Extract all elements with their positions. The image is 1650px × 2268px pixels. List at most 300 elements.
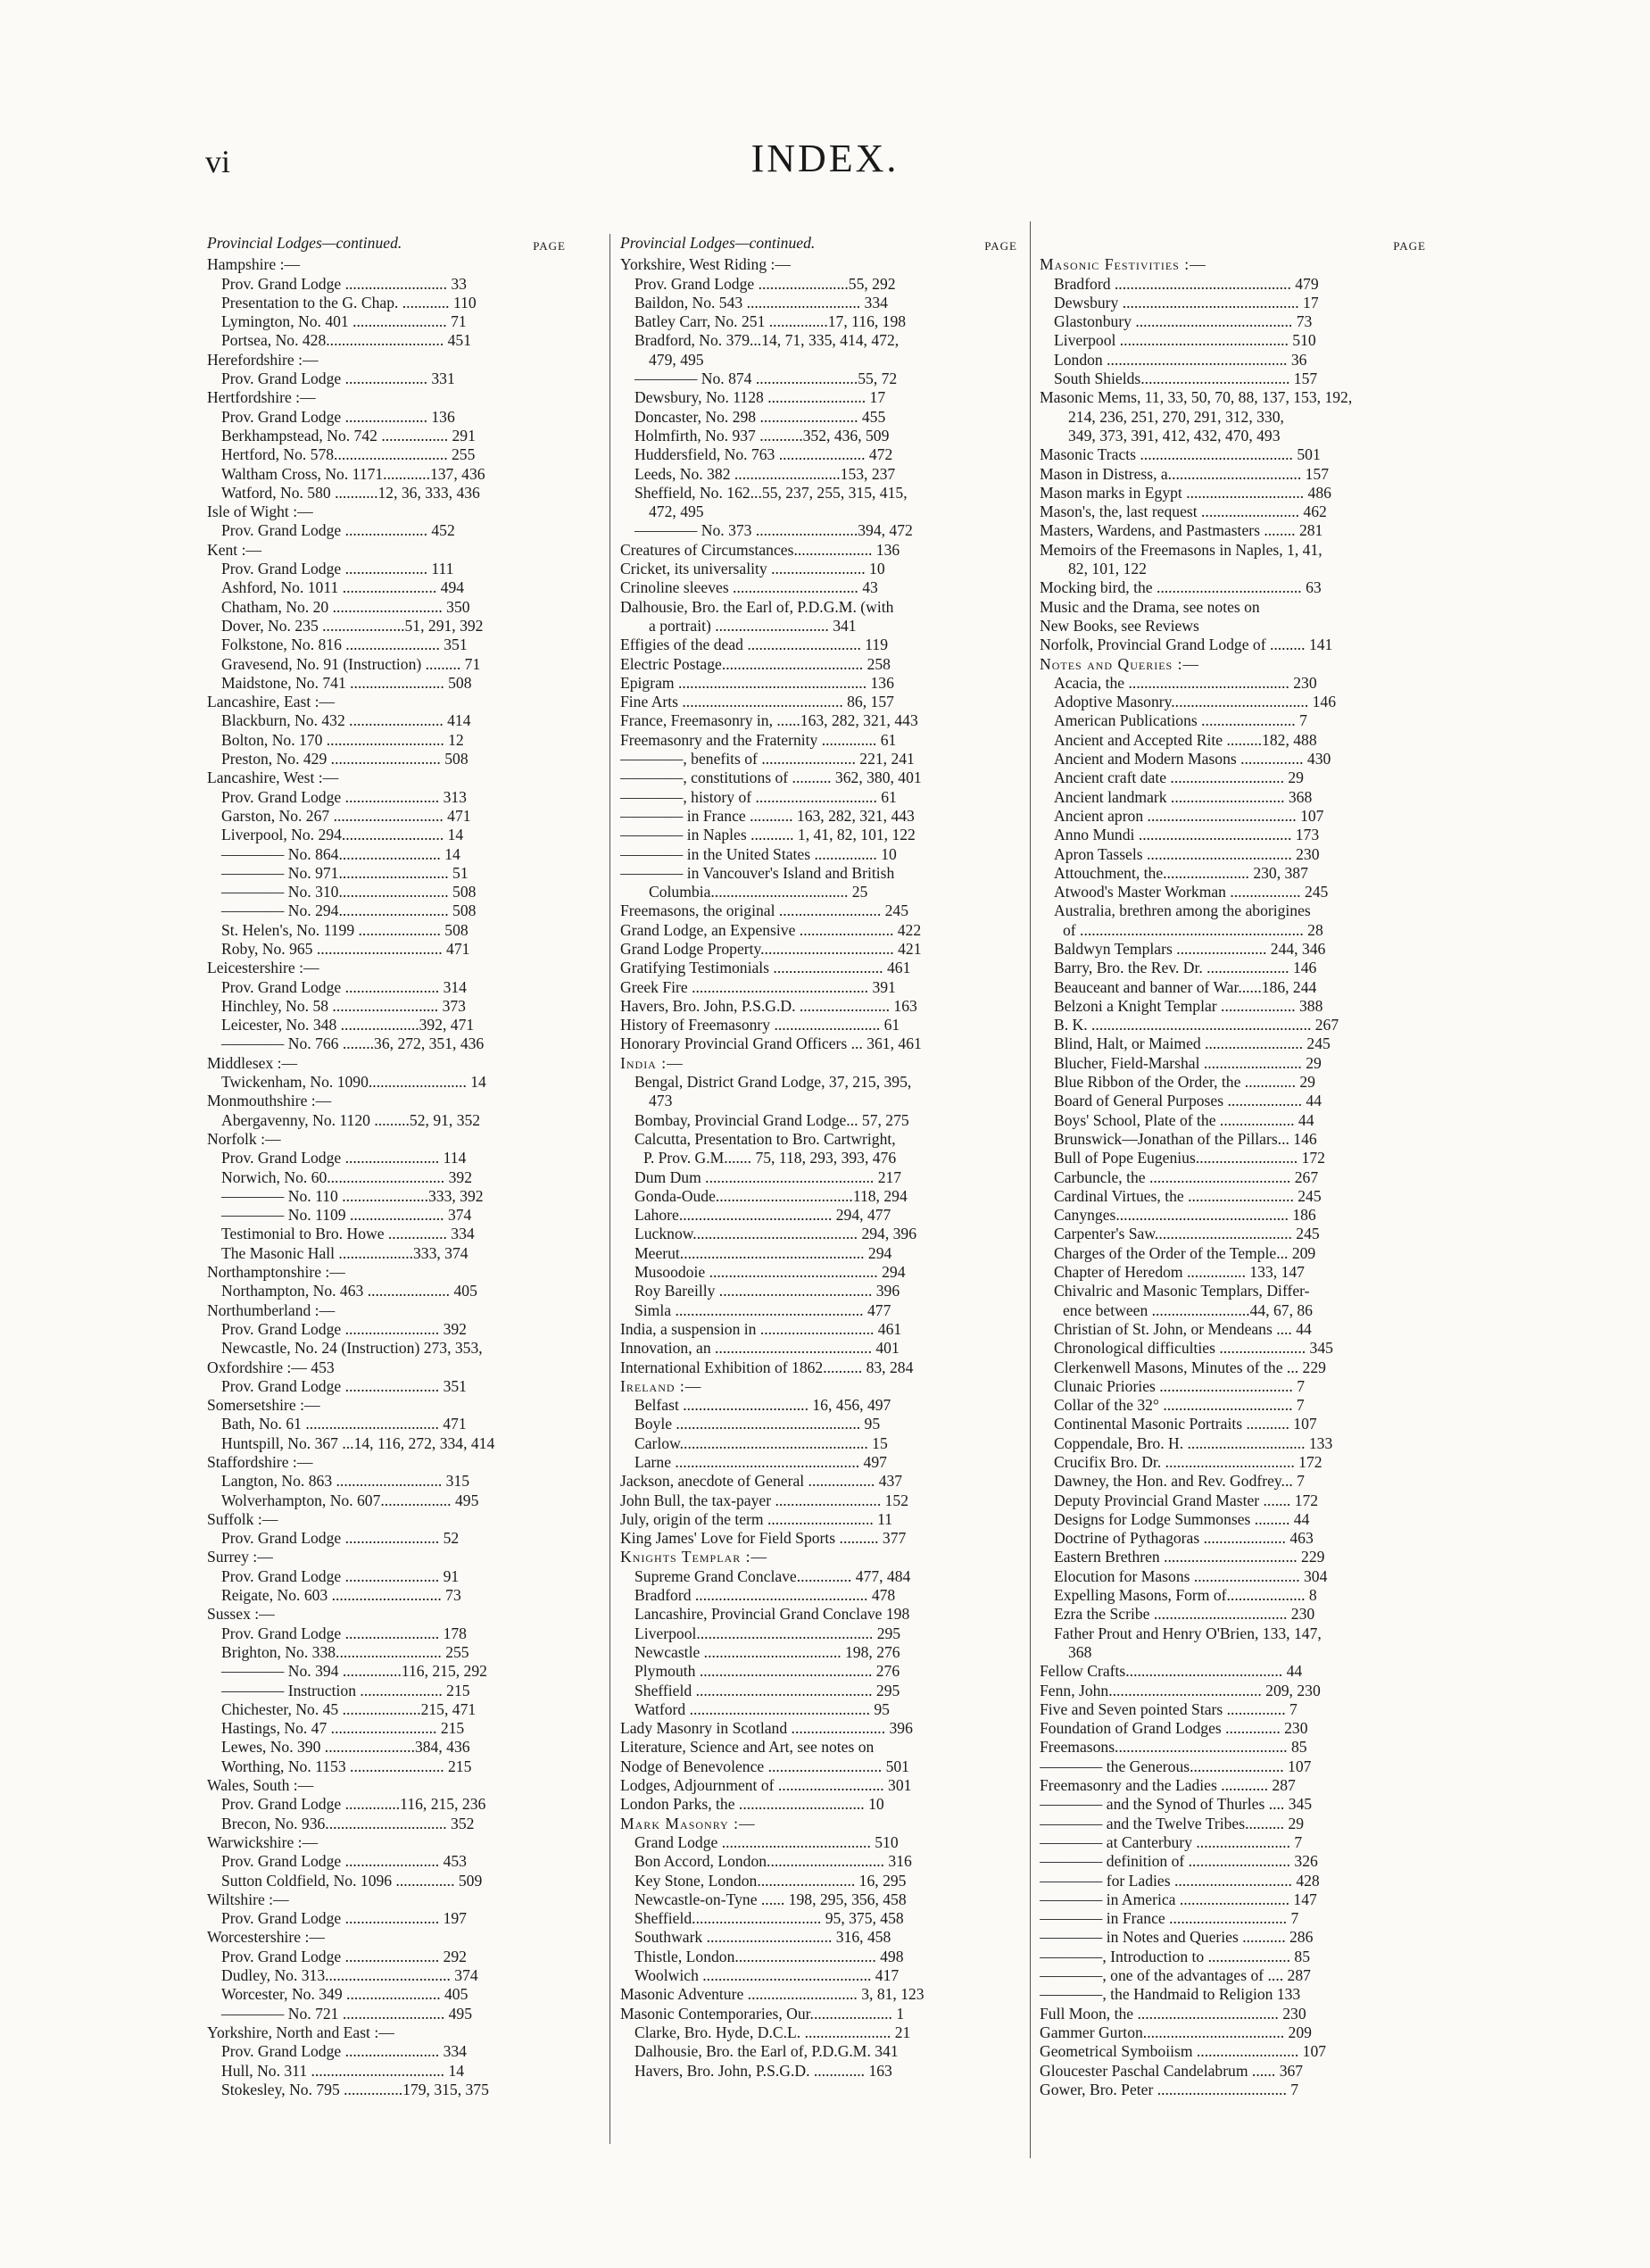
index-entry: Herefordshire :— [207, 350, 319, 369]
index-entry: 349, 373, 391, 412, 432, 470, 493 [1068, 426, 1281, 444]
index-entry: Bull of Pope Eugenius.......................... 172 [1054, 1149, 1325, 1167]
index-entry: Brunswick—Jonathan of the Pillars... 146 [1054, 1129, 1317, 1148]
page-title: INDEX. [750, 137, 900, 180]
index-entry: Masonic Adventure ............................ 3, 81, 123 [620, 1985, 924, 2004]
index-entry: Supreme Grand Conclave.............. 477, 484 [634, 1566, 911, 1585]
index-entry: Lady Masonry in Scotland ........................ 396 [620, 1719, 913, 1738]
index-entry: ———— No. 110 ......................333, 392 [221, 1186, 484, 1205]
index-entry: Ancient and Modern Masons ................ 430 [1054, 750, 1331, 768]
index-entry: Elocution for Masons ........................... 304 [1054, 1566, 1328, 1585]
index-entry: ———— in the United States ................ 10 [620, 844, 897, 863]
index-entry: Staffordshire :— [207, 1453, 313, 1471]
index-entry: Dalhousie, Bro. the Earl of, P.D.G.M. (with [620, 597, 894, 616]
index-entry: Abergavenny, No. 1120 .........52, 91, 352 [221, 1110, 481, 1129]
index-entry: Apron Tassels ..................................... 230 [1054, 844, 1320, 863]
index-entry: Thistle, London.................................... 498 [634, 1947, 904, 1965]
index-entry: Gloucester Paschal Candelabrum ...... 367 [1040, 2061, 1304, 2080]
index-entry: Somersetshire :— [207, 1396, 320, 1415]
index-entry: ————, the Handmaid to Religion 133 [1040, 1985, 1301, 2004]
index-entry: Adoptive Masonry................................... 146 [1054, 693, 1337, 711]
index-entries [207, 255, 566, 2099]
index-entry: Belzoni a Knight Templar ................... 388 [1054, 996, 1323, 1015]
index-entry: Literature, Science and Art, see notes on [620, 1738, 875, 1757]
index-entry: Masonic Festivities :— [1040, 255, 1206, 274]
index-entry: India :— [620, 1053, 684, 1072]
index-entry: Roy Bareilly ....................................... 396 [634, 1282, 900, 1300]
index-entry: Sheffield ............................................. 295 [634, 1681, 900, 1699]
index-entry: Boys' School, Plate of the ................... 44 [1054, 1110, 1314, 1129]
index-entry: Prov. Grand Lodge .......................55, 292 [634, 274, 896, 293]
column-divider [1030, 221, 1031, 2158]
index-entry: Leeds, No. 382 ...........................153, 237 [634, 464, 896, 483]
index-entry: Music and the Drama, see notes on [1040, 597, 1260, 616]
index-entry: Cardinal Virtues, the ........................... 245 [1054, 1186, 1322, 1205]
index-entry: Mason's, the, last request ......................... 462 [1040, 503, 1327, 521]
index-entry: Blind, Halt, or Maimed ......................... 245 [1054, 1034, 1331, 1053]
index-entry: Dudley, No. 313................................ 374 [221, 1966, 478, 1985]
index-entry: South Shields...................................... 157 [1054, 370, 1318, 388]
index-entry: Roby, No. 965 ................................ 471 [221, 939, 470, 958]
index-entry: Watford, No. 580 ...........12, 36, 333, 436 [221, 483, 480, 502]
index-entry: Bath, No. 61 .................................. 471 [221, 1415, 467, 1433]
column-header [620, 234, 1017, 255]
index-entry: Monmouthshire :— [207, 1092, 332, 1110]
index-entry: Chapter of Heredom ............... 133, 147 [1054, 1263, 1305, 1282]
index-entry: Prov. Grand Lodge ........................ 178 [221, 1624, 467, 1642]
page-number: vi [205, 144, 231, 179]
index-entry: Newcastle ................................... 198, 276 [634, 1642, 900, 1661]
index-entry: Yorkshire, North and East :— [207, 2023, 394, 2041]
index-entry: Ancient landmark ............................. 368 [1054, 787, 1313, 806]
index-entry: Ancient apron ...................................... 107 [1054, 806, 1324, 825]
index-entry: Full Moon, the .................................... 230 [1040, 2004, 1306, 2023]
index-entry: Leicestershire :— [207, 959, 319, 977]
index-entry: Blucher, Field-Marshal ......................... 29 [1054, 1053, 1322, 1072]
index-entry: Father Prout and Henry O'Brien, 133, 147, [1054, 1624, 1322, 1642]
index-entry: Epigram ................................................ 136 [620, 673, 894, 692]
index-entry: 472, 495 [649, 503, 704, 521]
index-entry: International Exhibition of 1862.......... 83, 284 [620, 1358, 914, 1376]
index-entry: Crucifix Bro. Dr. ................................. 172 [1054, 1453, 1322, 1471]
index-entry: Reigate, No. 603 ............................ 73 [221, 1586, 461, 1605]
index-entry: Langton, No. 863 ........................... 315 [221, 1472, 470, 1491]
index-entry: New Books, see Reviews [1040, 616, 1199, 635]
index-entry: Plymouth ............................................ 276 [634, 1662, 900, 1681]
index-entries [620, 255, 1017, 2081]
index-entry: ———— No. 373 ..........................394, 472 [634, 521, 913, 540]
page-column-label: PAGE [984, 239, 1017, 253]
index-entry: France, Freemasonry in, ......163, 282, 321, 443 [620, 711, 918, 730]
index-entry: ———— No. 766 ........36, 272, 351, 436 [221, 1034, 485, 1053]
index-entry: Fine Arts ......................................... 86, 157 [620, 693, 894, 711]
index-entry: ————, benefits of ........................ 221, 241 [620, 750, 915, 768]
index-entry: Canynges............................................ 186 [1054, 1206, 1316, 1225]
index-entry: ———— No. 394 ...............116, 215, 292 [221, 1662, 487, 1681]
index-entry: Wales, South :— [207, 1776, 314, 1795]
index-entry: Sheffield................................. 95, 375, 458 [634, 1909, 904, 1928]
index-entry: Effigies of the dead ............................. 119 [620, 636, 889, 654]
index-entry: Grand Lodge ...................................... 510 [634, 1832, 899, 1851]
index-entry: Notes and Queries :— [1040, 654, 1200, 673]
index-entry: Doctrine of Pythagoras ..................... 463 [1054, 1529, 1314, 1548]
index-entry: Innovation, an ........................................ 401 [620, 1339, 900, 1358]
index-entry: Prov. Grand Lodge ........................ 453 [221, 1852, 467, 1871]
index-entry: Hampshire :— [207, 255, 301, 274]
index-entry: Attouchment, the...................... 230, 387 [1054, 863, 1308, 882]
index-entry: Masonic Contemporaries, Our..................... 1 [620, 2004, 905, 2023]
column-header [207, 234, 566, 255]
index-entry: Bradford, No. 379...14, 71, 335, 414, 472, [634, 331, 900, 350]
index-column-3 [1040, 234, 1426, 2099]
index-entry: ———— in Vancouver's Island and British [620, 863, 895, 882]
index-entry: Lancashire, East :— [207, 693, 336, 711]
index-entry: Worcestershire :— [207, 1928, 325, 1947]
index-entry: Liverpool, No. 294.......................... 14 [221, 826, 464, 844]
index-entry: Board of General Purposes ................... 44 [1054, 1092, 1322, 1110]
index-column-1 [207, 234, 566, 2099]
index-entry: Dewsbury, No. 1128 ......................... 17 [634, 388, 886, 407]
index-entry: Ancient craft date ............................. 29 [1054, 768, 1304, 787]
index-entry: Ashford, No. 1011 ........................ 494 [221, 578, 465, 597]
index-entry: ————, Introduction to ..................... 85 [1040, 1947, 1310, 1965]
index-entry: Prov. Grand Lodge ........................ 334 [221, 2042, 467, 2061]
index-entry: Memoirs of the Freemasons in Naples, 1, 41, [1040, 540, 1322, 559]
index-entry: Masters, Wardens, and Pastmasters ........ 281 [1040, 521, 1323, 540]
index-entry: Hastings, No. 47 ........................... 215 [221, 1719, 465, 1738]
column-header [1040, 234, 1426, 255]
index-entry: ———— at Canterbury ........................ 7 [1040, 1832, 1303, 1851]
index-entry: 479, 495 [649, 350, 704, 369]
index-entry: Mark Masonry :— [620, 1814, 756, 1832]
index-entry: Prov. Grand Lodge ........................ 197 [221, 1909, 467, 1928]
index-entry: Prov. Grand Lodge ........................ 114 [221, 1149, 467, 1167]
index-entry: Sussex :— [207, 1605, 275, 1624]
index-entry: Geometrical Symboiism .......................... 107 [1040, 2042, 1327, 2061]
index-entry: Lucknow.......................................... 294, 396 [634, 1225, 917, 1243]
index-entry: ence between .........................44, 67, 86 [1063, 1300, 1313, 1319]
index-entry: Huddersfield, No. 763 ...................... 472 [634, 445, 893, 464]
index-entry: Nodge of Benevolence ............................. 501 [620, 1757, 909, 1775]
index-entry: Bradford ............................................ 478 [634, 1586, 896, 1605]
index-entry: Prov. Grand Lodge ........................ 313 [221, 787, 467, 806]
index-entry: Newcastle, No. 24 (Instruction) 273, 353, [221, 1339, 483, 1358]
index-entry: Batley Carr, No. 251 ...............17, 116, 198 [634, 312, 907, 331]
index-entry: Testimonial to Bro. Howe ............... 334 [221, 1225, 475, 1243]
index-entry: P. Prov. G.M....... 75, 118, 293, 393, 476 [643, 1149, 897, 1167]
index-entry: Freemasons, the original .......................... 245 [620, 901, 909, 920]
index-entry: a portrait) ............................. 341 [649, 616, 857, 635]
index-entry: Deputy Provincial Grand Master ....... 172 [1054, 1491, 1319, 1509]
index-entry: Prov. Grand Lodge ........................ 91 [221, 1566, 460, 1585]
index-entry: Calcutta, Presentation to Bro. Cartwright, [634, 1129, 896, 1148]
index-entry: Dalhousie, Bro. the Earl of, P.D.G.M. 341 [634, 2042, 899, 2061]
index-entry: Huntspill, No. 367 ...14, 116, 272, 334, 414 [221, 1433, 495, 1452]
index-entry: 368 [1068, 1642, 1092, 1661]
index-entry: Maidstone, No. 741 ........................ 508 [221, 673, 472, 692]
index-entry: ———— in Naples ........... 1, 41, 82, 101, 122 [620, 826, 916, 844]
index-entry: Anno Mundi ....................................... 173 [1054, 826, 1320, 844]
index-entry: Norfolk, Provincial Grand Lodge of ......... 141 [1040, 636, 1333, 654]
index-entry: Belfast ................................ 16, 456, 497 [634, 1396, 891, 1415]
index-entry: Blackburn, No. 432 ........................ 414 [221, 711, 471, 730]
index-entry: Continental Masonic Portraits ........... 107 [1054, 1415, 1317, 1433]
index-entry: Musoodoie ........................................... 294 [634, 1263, 906, 1282]
index-entry: Dover, No. 235 .....................51, 291, 392 [221, 616, 484, 635]
index-entry: Warwickshire :— [207, 1832, 319, 1851]
index-entry: Prov. Grand Lodge ........................ 314 [221, 977, 467, 996]
index-entry: Stokesley, No. 795 ...............179, 315, 375 [221, 2080, 489, 2098]
index-entry: Waltham Cross, No. 1171............137, 436 [221, 464, 485, 483]
index-entry: Freemasonry and the Fraternity .............. 61 [620, 730, 897, 749]
index-entry: Acacia, the ......................................... 230 [1054, 673, 1317, 692]
index-entry: Bon Accord, London.............................. 316 [634, 1852, 912, 1871]
index-entry: Fellow Crafts........................................ 44 [1040, 1662, 1303, 1681]
index-entry: ————, history of ............................... 61 [620, 787, 897, 806]
index-entry: History of Freemasonry ........................... 61 [620, 1016, 900, 1034]
index-entry: Lewes, No. 390 .......................384, 436 [221, 1738, 470, 1757]
page-column-label: PAGE [533, 239, 566, 253]
index-entry: Mocking bird, the ..................................... 63 [1040, 578, 1322, 597]
index-entry: Carbuncle, the .................................... 267 [1054, 1167, 1319, 1186]
index-entry: ———— in Notes and Queries ........... 286 [1040, 1928, 1314, 1947]
index-entry: Baildon, No. 543 ............................. 334 [634, 293, 888, 312]
index-entry: Prov. Grand Lodge ..................... 136 [221, 407, 455, 426]
index-entry: Portsea, No. 428.............................. 451 [221, 331, 472, 350]
index-entry: Simla ................................................ 477 [634, 1300, 891, 1319]
index-entry: Garston, No. 267 ............................ 471 [221, 806, 471, 825]
index-entry: Dewsbury ............................................. 17 [1054, 293, 1319, 312]
index-entry: ———— definition of .......................... 326 [1040, 1852, 1318, 1871]
index-entry: Hull, No. 311 .................................. 14 [221, 2061, 465, 2080]
index-entry: Clunaic Priories .................................. 7 [1054, 1376, 1305, 1395]
index-entry: Bolton, No. 170 .............................. 12 [221, 730, 464, 749]
index-entry: Holmfirth, No. 937 ...........352, 436, 509 [634, 426, 890, 444]
index-entry: Larne ............................................... 497 [634, 1453, 887, 1471]
index-entry: Coppendale, Bro. H. .............................. 133 [1054, 1433, 1333, 1452]
index-entry: Prov. Grand Lodge ........................ 292 [221, 1947, 467, 1965]
index-entry: Masonic Tracts ....................................... 501 [1040, 445, 1321, 464]
index-entry: Lodges, Adjournment of ........................... 301 [620, 1776, 912, 1795]
column-heading: Provincial Lodges—continued. [207, 234, 402, 252]
index-entry: Australia, brethren among the aborigines [1054, 901, 1311, 920]
index-entry: Eastern Brethren .................................. 229 [1054, 1548, 1325, 1566]
index-entry: Berkhampstead, No. 742 ................. 291 [221, 426, 476, 444]
index-entry: Preston, No. 429 ............................ 508 [221, 750, 468, 768]
index-entry: Clarke, Bro. Hyde, D.C.L. ...................... 21 [634, 2023, 911, 2041]
index-entry: ———— in America ............................ 147 [1040, 1890, 1317, 1908]
index-entry: Prov. Grand Lodge ..................... 111 [221, 560, 454, 578]
index-entry: Wiltshire :— [207, 1890, 289, 1908]
index-entry: Presentation to the G. Chap. ............ 110 [221, 293, 477, 312]
index-entry: Isle of Wight :— [207, 503, 313, 521]
index-entry: Carpenter's Saw................................... 245 [1054, 1225, 1320, 1243]
index-entry: Lancashire, Provincial Grand Conclave 198 [634, 1605, 910, 1624]
index-entry: Prov. Grand Lodge ..................... 331 [221, 370, 455, 388]
index-entry: Charges of the Order of the Temple... 209 [1054, 1243, 1316, 1262]
index-entry: Electric Postage.................................... 258 [620, 654, 891, 673]
index-entry: Hertford, No. 578............................. 255 [221, 445, 476, 464]
index-entry: Havers, Bro. John, P.S.G.D. ....................... 163 [620, 996, 917, 1015]
index-entry: Kent :— [207, 540, 262, 559]
index-entry: ———— No. 294............................ 508 [221, 901, 477, 920]
index-entry: ———— No. 864.......................... 14 [221, 844, 460, 863]
index-entry: Twickenham, No. 1090......................... 14 [221, 1073, 486, 1092]
index-entry: July, origin of the term ........................... 11 [620, 1509, 893, 1528]
index-entry: Oxfordshire :— 453 [207, 1358, 335, 1376]
index-entry: Prov. Grand Lodge .......................... 33 [221, 274, 467, 293]
index-entry: Bengal, District Grand Lodge, 37, 215, 395, [634, 1073, 912, 1092]
index-entry: London .............................................. 36 [1054, 350, 1307, 369]
index-entry: ————, constitutions of .......... 362, 380, 401 [620, 768, 922, 787]
index-entry: Designs for Lodge Summonses ......... 44 [1054, 1509, 1310, 1528]
index-entry: Norwich, No. 60.............................. 392 [221, 1167, 472, 1186]
index-entry: Prov. Grand Lodge ..................... 452 [221, 521, 455, 540]
index-entry: ———— Instruction ..................... 215 [221, 1681, 470, 1699]
index-entry: B. K. ........................................................ 267 [1054, 1016, 1339, 1034]
index-entry: Creatures of Circumstances.................... 136 [620, 540, 900, 559]
index-entry: Northumberland :— [207, 1300, 336, 1319]
index-entry: 214, 236, 251, 270, 291, 312, 330, [1068, 407, 1284, 426]
index-entry: Masonic Mems, 11, 33, 50, 70, 88, 137, 153, 192, [1040, 388, 1353, 407]
index-entry: Greek Fire ............................................. 391 [620, 977, 896, 996]
index-entry: Sutton Coldfield, No. 1096 ............... 509 [221, 1871, 483, 1890]
index-entry: ———— for Ladies .............................. 428 [1040, 1871, 1320, 1890]
index-entry: Prov. Grand Lodge ..............116, 215, 236 [221, 1795, 486, 1814]
index-entry: ————, one of the advantages of .... 287 [1040, 1966, 1311, 1985]
index-entry: Watford .............................................. 95 [634, 1699, 890, 1718]
index-entry: Gravesend, No. 91 (Instruction) ......... 71 [221, 654, 481, 673]
page-column-label: PAGE [1393, 239, 1426, 253]
index-entry: Dawney, the Hon. and Rev. Godfrey... 7 [1054, 1472, 1305, 1491]
index-entry: Chronological difficulties ...................... 345 [1054, 1339, 1333, 1358]
index-entry: Beauceant and banner of War......186, 244 [1054, 977, 1317, 996]
index-entry: ———— No. 874 ..........................55, 72 [634, 370, 898, 388]
index-entry: Grand Lodge, an Expensive ........................ 422 [620, 920, 922, 939]
index-entry: Prov. Grand Lodge ........................ 392 [221, 1319, 467, 1338]
index-entry: ———— in France ........... 163, 282, 321, 443 [620, 806, 915, 825]
index-entry: Chichester, No. 45 ....................215, 471 [221, 1699, 477, 1718]
index-entry: ———— and the Twelve Tribes.......... 29 [1040, 1814, 1305, 1832]
index-entry: Blue Ribbon of the Order, the ............. 29 [1054, 1073, 1315, 1092]
index-entry: Clerkenwell Masons, Minutes of the ... 229 [1054, 1358, 1326, 1376]
index-entry: The Masonic Hall ...................333, 374 [221, 1243, 468, 1262]
index-entry: Lahore....................................... 294, 477 [634, 1206, 891, 1225]
index-entry: Northamptonshire :— [207, 1263, 345, 1282]
index-entries [1040, 255, 1426, 2099]
index-entry: ———— No. 971............................ 51 [221, 863, 468, 882]
index-entry: Liverpool ........................................... 510 [1054, 331, 1316, 350]
index-entry: Worthing, No. 1153 ........................ 215 [221, 1757, 472, 1775]
index-entry: Prov. Grand Lodge ........................ 351 [221, 1376, 467, 1395]
index-entry: Lymington, No. 401 ........................ 71 [221, 312, 467, 331]
index-entry: Sheffield, No. 162...55, 237, 255, 315, 415, [634, 483, 908, 502]
index-entry: Gratifying Testimonials ............................ 461 [620, 959, 911, 977]
index-entry: Suffolk :— [207, 1509, 278, 1528]
index-entry: Christian of St. John, or Mendeans .... 44 [1054, 1319, 1312, 1338]
index-entry: ———— No. 310............................ 508 [221, 883, 477, 901]
column-heading: Provincial Lodges—continued. [620, 234, 816, 252]
index-entry: Woolwich ........................................... 417 [634, 1966, 900, 1985]
index-entry: Ireland :— [620, 1376, 702, 1395]
index-entry: American Publications ........................ 7 [1054, 711, 1307, 730]
index-entry: Prov. Grand Lodge ........................ 52 [221, 1529, 460, 1548]
index-entry: ———— the Generous........................ 107 [1040, 1757, 1312, 1775]
index-entry: Liverpool............................................. 295 [634, 1624, 901, 1642]
index-entry: St. Helen's, No. 1199 ..................... 508 [221, 920, 468, 939]
index-entry: Brighton, No. 338........................... 255 [221, 1642, 469, 1661]
index-entry: Freemasons............................................ 85 [1040, 1738, 1307, 1757]
index-entry: Havers, Bro. John, P.S.G.D. ............. 163 [634, 2061, 892, 2080]
index-entry: Key Stone, London......................... 16, 295 [634, 1871, 907, 1890]
index-entry: Chatham, No. 20 ............................ 350 [221, 597, 470, 616]
index-entry: Northampton, No. 463 ..................... 405 [221, 1282, 477, 1300]
index-entry: Doncaster, No. 298 ......................... 455 [634, 407, 886, 426]
index-entry: Gammer Gurton.................................... 209 [1040, 2023, 1312, 2041]
index-entry: Freemasonry and the Ladies ............ 287 [1040, 1776, 1296, 1795]
index-entry: Bradford ............................................. 479 [1054, 274, 1319, 293]
index-entry: Ancient and Accepted Rite .........182, 488 [1054, 730, 1317, 749]
index-entry: Leicester, No. 348 ....................392, 471 [221, 1016, 475, 1034]
index-entry: Foundation of Grand Lodges .............. 230 [1040, 1719, 1308, 1738]
index-entry: Dum Dum ........................................... 217 [634, 1167, 902, 1186]
index-entry: Bombay, Provincial Grand Lodge... 57, 275 [634, 1110, 909, 1129]
index-entry: Norfolk :— [207, 1129, 281, 1148]
index-entry: Mason in Distress, a.................................. 157 [1040, 464, 1330, 483]
index-entry: Expelling Masons, Form of.................... 8 [1054, 1586, 1317, 1605]
index-entry: Honorary Provincial Grand Officers ... 361, 461 [620, 1034, 922, 1053]
index-entry: Collar of the 32° ................................. 7 [1054, 1396, 1305, 1415]
index-entry: Five and Seven pointed Stars ............... 7 [1040, 1699, 1298, 1718]
index-entry: Surrey :— [207, 1548, 273, 1566]
index-entry: Newcastle-on-Tyne ...... 198, 295, 356, 458 [634, 1890, 907, 1908]
index-entry: Gonda-Oude...................................118, 294 [634, 1186, 908, 1205]
index-entry: Fenn, John....................................... 209, 230 [1040, 1681, 1321, 1699]
index-entry: Barry, Bro. the Rev. Dr. ..................... 146 [1054, 959, 1317, 977]
index-entry: Grand Lodge Property.................................. 421 [620, 939, 922, 958]
index-entry: Jackson, anecdote of General ................. 437 [620, 1472, 903, 1491]
index-entry: Atwood's Master Workman .................. 245 [1054, 883, 1329, 901]
index-entry: Meerut............................................... 294 [634, 1243, 892, 1262]
index-entry: Columbia................................... 25 [649, 883, 868, 901]
index-entry: Ezra the Scribe .................................. 230 [1054, 1605, 1315, 1624]
index-entry: ———— No. 721 .......................... 495 [221, 2004, 473, 2023]
index-entry: Southwark ................................ 316, 458 [634, 1928, 891, 1947]
index-entry: King James' Love for Field Sports .......... 377 [620, 1529, 907, 1548]
index-entry: Chivalric and Masonic Templars, Differ- [1054, 1282, 1310, 1300]
index-column-2 [620, 234, 1017, 2081]
index-entry: London Parks, the ................................ 10 [620, 1795, 884, 1814]
index-entry: Mason marks in Egypt .............................. 486 [1040, 483, 1331, 502]
index-entry: Folkstone, No. 816 ........................ 351 [221, 636, 468, 654]
index-entry: Knights Templar :— [620, 1548, 768, 1566]
index-entry: Cricket, its universality ........................ 10 [620, 560, 885, 578]
index-entry: Glastonbury ........................................ 73 [1054, 312, 1313, 331]
index-entry: Worcester, No. 349 ........................ 405 [221, 1985, 468, 2004]
index-entry: Carlow................................................ 15 [634, 1433, 888, 1452]
index-entry: Hertfordshire :— [207, 388, 316, 407]
index-entry: Baldwyn Templars ....................... 244, 346 [1054, 939, 1326, 958]
index-entry: Brecon, No. 936............................... 352 [221, 1814, 475, 1832]
index-entry: of ......................................................... 28 [1063, 920, 1323, 939]
index-entry: Wolverhampton, No. 607.................. 495 [221, 1491, 479, 1509]
index-entry: 473 [649, 1092, 673, 1110]
index-entry: Lancashire, West :— [207, 768, 339, 787]
column-divider [609, 234, 610, 2144]
index-entry: ———— No. 1109 ........................ 374 [221, 1206, 472, 1225]
index-entry: Gower, Bro. Peter ................................. 7 [1040, 2080, 1299, 2098]
index-entry: Yorkshire, West Riding :— [620, 255, 791, 274]
index-entry: Hinchley, No. 58 ........................... 373 [221, 996, 466, 1015]
